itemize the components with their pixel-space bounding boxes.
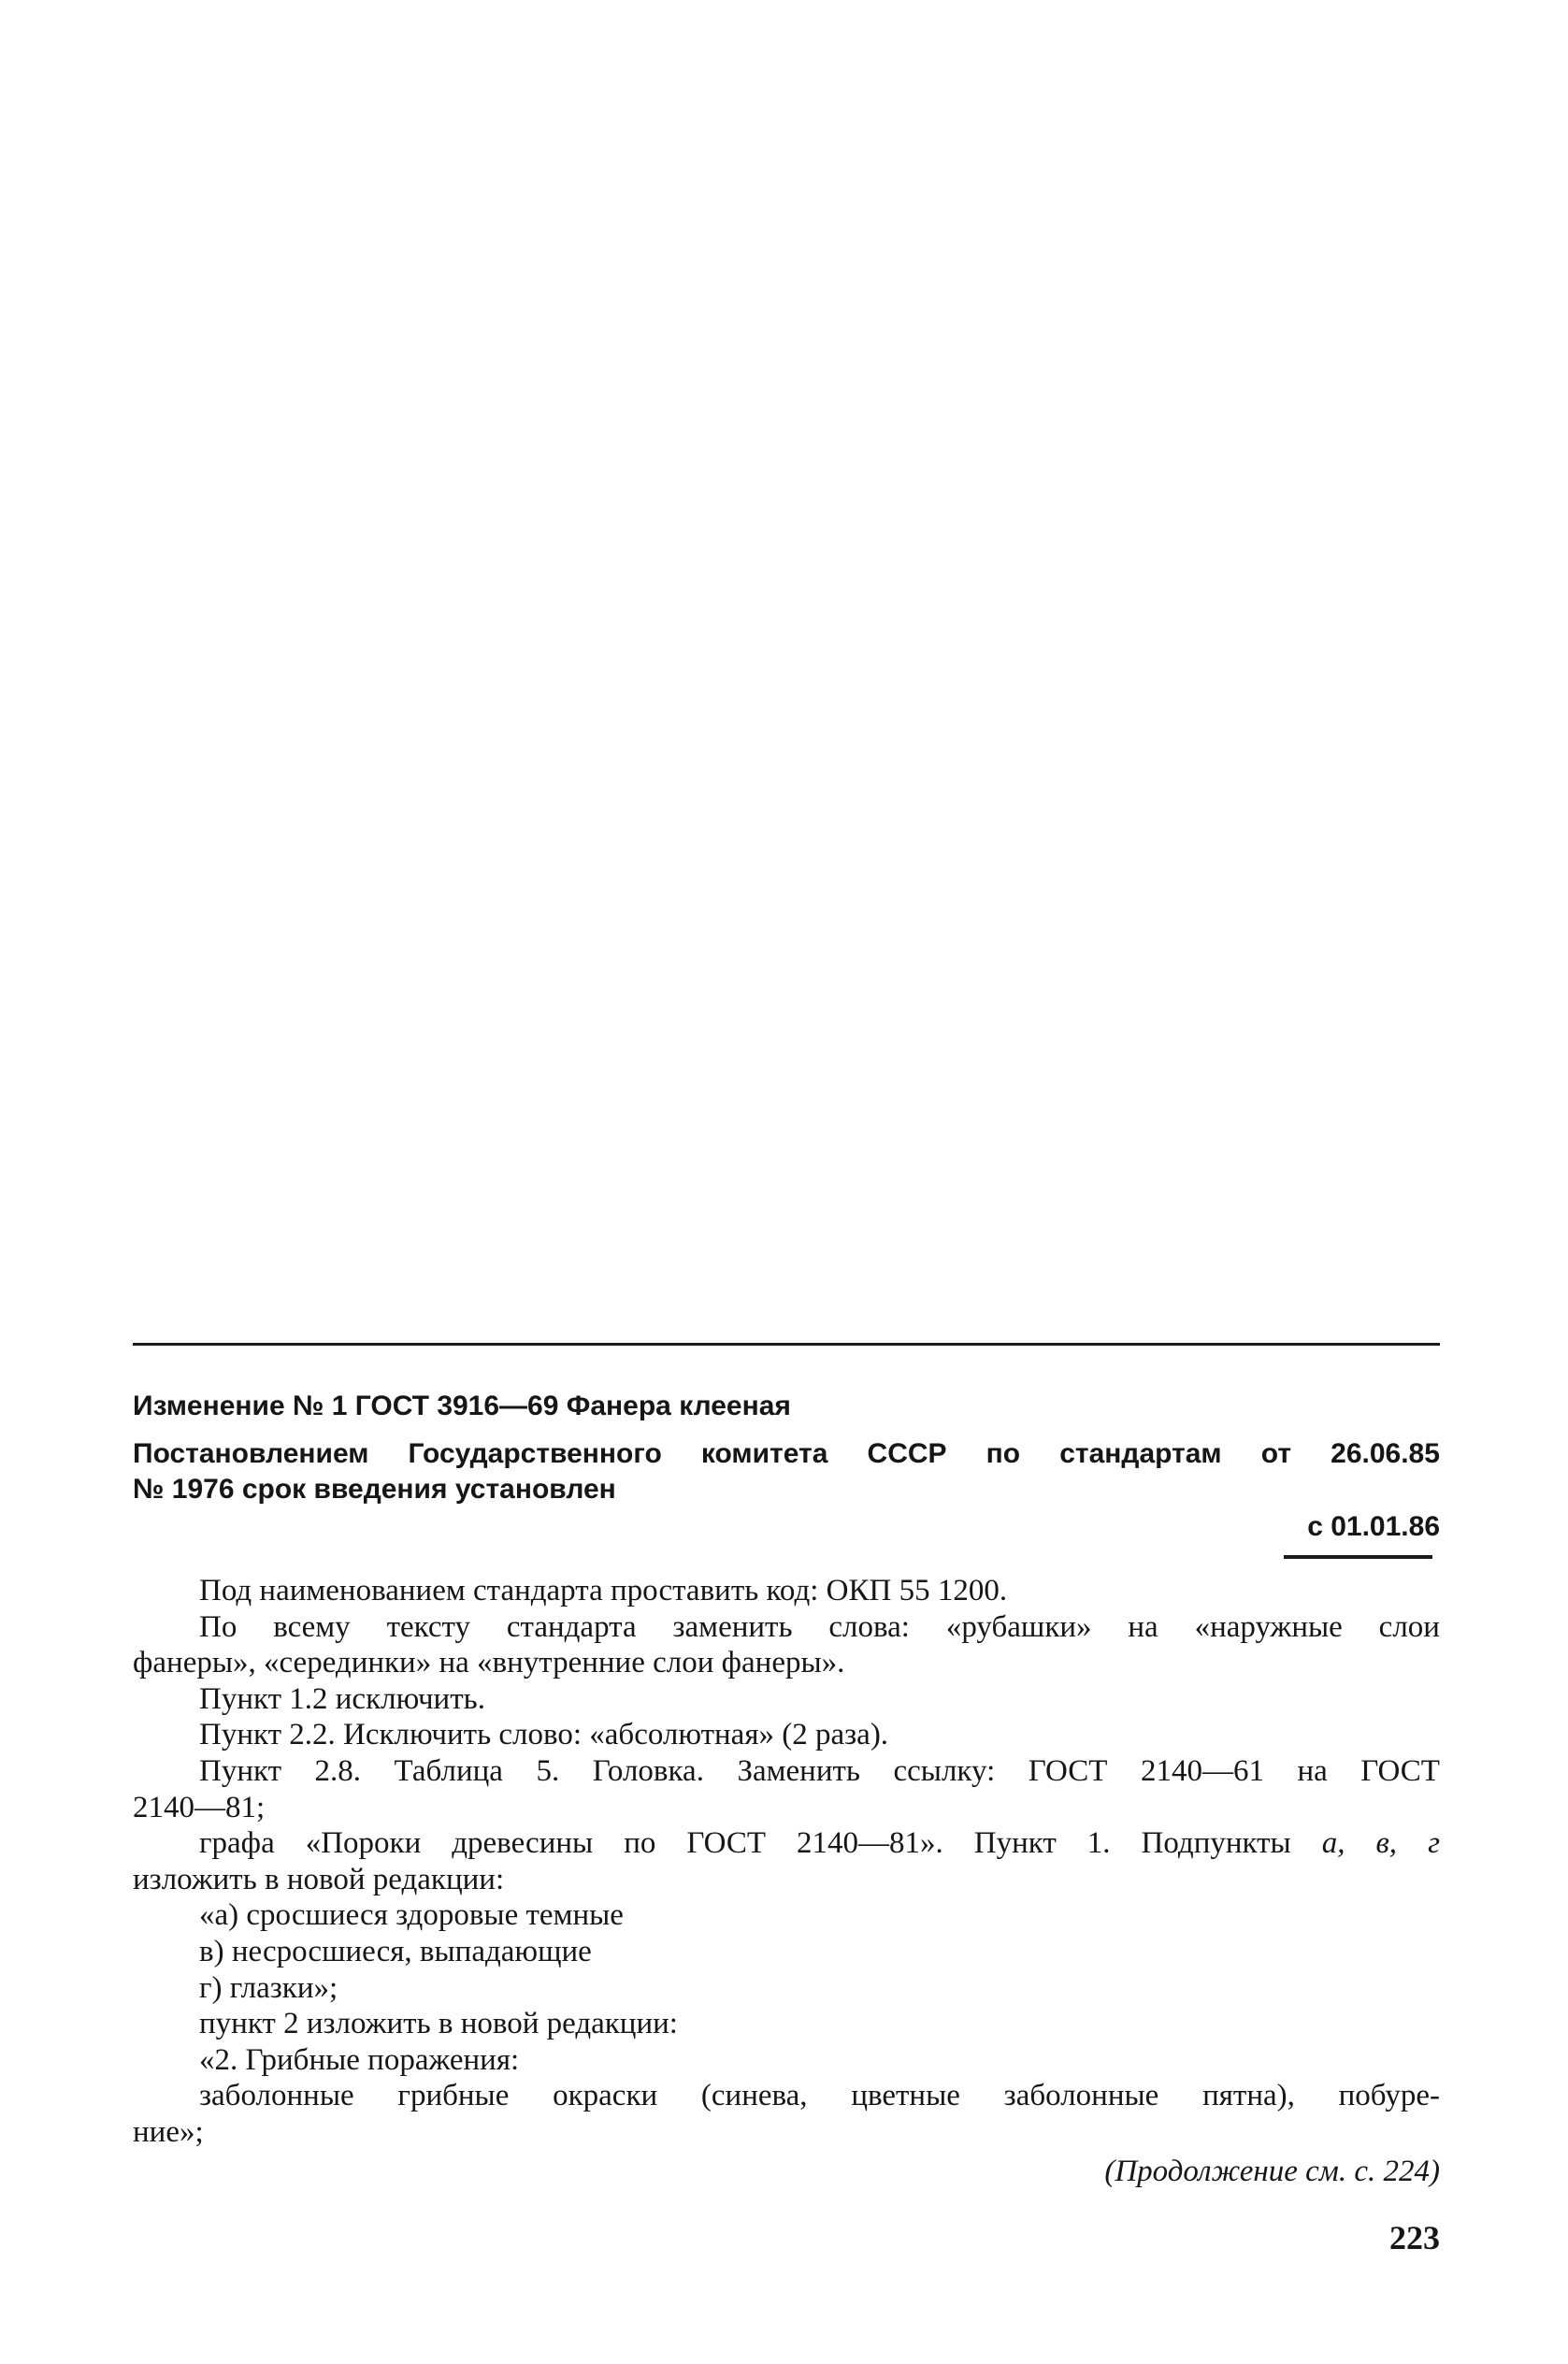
body-word: ГОСТ: [1360, 1753, 1440, 1788]
body-word: древесины: [452, 1826, 594, 1861]
body-word: всему: [273, 1609, 351, 1644]
body-word: 2140—61: [1140, 1753, 1264, 1788]
body-word: Заменить: [737, 1753, 860, 1788]
paragraph-item-2-8-line-1: [133, 1753, 1440, 1790]
body-word: «наружные: [1194, 1609, 1343, 1644]
body-word: пятна),: [1202, 2079, 1295, 2113]
paragraph-item-2-new: пункт 2 изложить в новой редакции:: [199, 2007, 678, 2041]
paragraph-replace-words-line-2: фанеры», «серединки» на «внутренние слои фанеры».: [133, 1646, 845, 1680]
body-word: Подпункты: [1141, 1826, 1291, 1861]
paragraph-item-2-8-line-2: 2140—81;: [133, 1790, 266, 1824]
body-word: по: [624, 1826, 656, 1861]
body-word: грибные: [397, 2079, 510, 2113]
body-word: 2140—81».: [797, 1826, 943, 1861]
resolution-word: Государственного: [408, 1438, 662, 1469]
paragraph-subitem-g: г) глазки»;: [199, 1970, 338, 2005]
body-word: тексту: [386, 1609, 470, 1644]
paragraph-column-defects-line-1: [133, 1825, 1440, 1862]
body-word: Пункт: [973, 1826, 1057, 1861]
resolution-word: стандартам: [1059, 1438, 1222, 1469]
body-word: Пункт: [199, 1753, 282, 1788]
body-word: на: [1128, 1609, 1158, 1644]
page-number: 223: [1389, 2219, 1440, 2256]
body-word: цветные: [851, 2079, 960, 2113]
continuation-note: (Продолжение см. с. 224): [1104, 2155, 1440, 2188]
effective-date: с 01.01.86: [1307, 1511, 1440, 1542]
paragraph-okp-code: Под наименованием стандарта проставить код: ОКП 55 1200.: [199, 1574, 1008, 1607]
paragraph-subitem-a: «а) сросшиеся здоровые темные: [199, 1898, 624, 1933]
body-word: (синева,: [700, 2079, 808, 2113]
paragraph-fungal-line-1: [133, 2078, 1440, 2114]
body-word: «рубашки»: [945, 1609, 1092, 1644]
amendment-body: [133, 1573, 1440, 2151]
resolution-line-1: [133, 1436, 1440, 1472]
resolution-word: 26.06.85: [1331, 1438, 1440, 1469]
top-separator-rule: [133, 1343, 1440, 1346]
paragraph-fungal-heading: «2. Грибные поражения:: [199, 2042, 520, 2077]
resolution-word: комитета: [700, 1438, 828, 1469]
body-word: побуре-: [1338, 2079, 1440, 2113]
body-word: 2.8.: [314, 1753, 362, 1788]
body-word: слова:: [828, 1609, 910, 1644]
paragraph-replace-words-line-1: [133, 1609, 1440, 1646]
body-word: а,: [1321, 1826, 1345, 1861]
body-word: 5.: [536, 1753, 560, 1788]
body-word: Головка.: [592, 1753, 704, 1788]
resolution-line-2: № 1976 срок введения установлен: [133, 1474, 616, 1505]
resolution-word: Постановлением: [133, 1438, 369, 1469]
body-word: заболонные: [1003, 2079, 1159, 2113]
body-word: на: [1297, 1753, 1328, 1788]
paragraph-fungal-line-2: ние»;: [133, 2114, 204, 2149]
resolution-word: СССР: [867, 1438, 947, 1469]
body-word: По: [199, 1609, 237, 1644]
paragraph-item-1-2: Пункт 1.2 исключить.: [199, 1681, 485, 1716]
resolution-text: [133, 1436, 1440, 1507]
body-word: слои: [1378, 1609, 1440, 1644]
body-word: 1.: [1086, 1826, 1111, 1861]
body-word: «Пороки: [305, 1826, 422, 1861]
body-word: окраски: [553, 2079, 658, 2113]
body-word: ГОСТ: [1028, 1753, 1108, 1788]
body-word: заменить: [672, 1609, 793, 1644]
body-word: ГОСТ: [686, 1826, 767, 1861]
body-word: в,: [1375, 1826, 1398, 1861]
paragraph-subitem-v: в) несросшиеся, выпадающие: [199, 1934, 592, 1968]
paragraph-column-defects-line-2: изложить в новой редакции:: [133, 1862, 505, 1896]
resolution-word: по: [985, 1438, 1021, 1469]
body-word: заболонные: [199, 2079, 354, 2113]
body-word: Таблица: [394, 1753, 503, 1788]
body-word: г: [1428, 1826, 1440, 1861]
change-title: Изменение № 1 ГОСТ 3916—69 Фанера клееная: [133, 1391, 791, 1421]
body-word: графа: [199, 1826, 275, 1861]
paragraph-item-2-2: Пункт 2.2. Исключить слово: «абсолютная» (2 раза).: [199, 1718, 889, 1752]
body-word: стандарта: [506, 1609, 637, 1644]
effective-date-underline: [1284, 1555, 1432, 1559]
resolution-word: от: [1260, 1438, 1292, 1469]
body-word: ссылку:: [893, 1753, 996, 1788]
